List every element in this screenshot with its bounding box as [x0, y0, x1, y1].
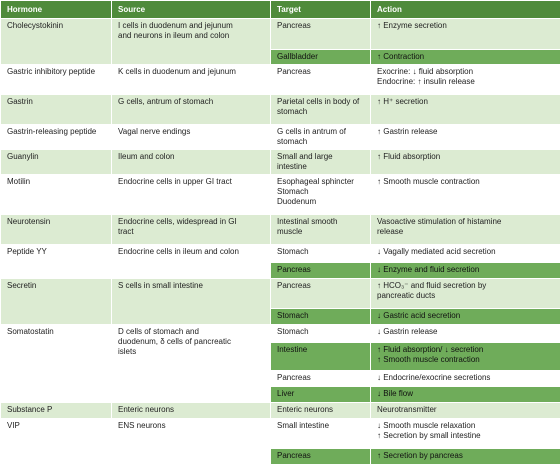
- action-cell: Exocrine: ↓ fluid absorption Endocrine: ↑ insulin release: [371, 65, 560, 95]
- target-cell: G cells in antrum of stomach: [271, 125, 371, 150]
- target-cell: Intestine: [271, 343, 371, 371]
- target-cell: Gallbladder: [271, 50, 371, 65]
- table-row: [1, 19, 560, 50]
- target-cell: Enteric neurons: [271, 403, 371, 419]
- source-cell: G cells, antrum of stomach: [112, 95, 271, 125]
- action-cell: Vasoactive stimulation of histamine release: [371, 215, 560, 245]
- action-cell: Neurotransmitter: [371, 403, 560, 419]
- table-row: [1, 150, 560, 175]
- source-cell: S cells in small intestine: [112, 279, 271, 325]
- hormone-cell: Substance P: [1, 403, 112, 419]
- target-cell: Esophageal sphincter Stomach Duodenum: [271, 175, 371, 215]
- table-row: [1, 215, 560, 245]
- table-row: [1, 419, 560, 449]
- action-cell: ↓ Vagally mediated acid secretion: [371, 245, 560, 263]
- source-cell: ENS neurons: [112, 419, 271, 465]
- hormone-cell: Somatostatin: [1, 325, 112, 403]
- action-cell: ↑ Enzyme secretion: [371, 19, 560, 50]
- target-cell: Pancreas: [271, 65, 371, 95]
- hormone-cell: Motilin: [1, 175, 112, 215]
- hormone-cell: Gastrin: [1, 95, 112, 125]
- header-source: Source: [112, 1, 271, 19]
- hormone-cell: VIP: [1, 419, 112, 465]
- source-cell: K cells in duodenum and jejunum: [112, 65, 271, 95]
- target-cell: Liver: [271, 387, 371, 403]
- target-cell: Stomach: [271, 245, 371, 263]
- table-row: [1, 95, 560, 125]
- source-cell: Enteric neurons: [112, 403, 271, 419]
- hormone-cell: Neurotensin: [1, 215, 112, 245]
- target-cell: Stomach: [271, 309, 371, 325]
- action-cell: ↑ Fluid absorption: [371, 150, 560, 175]
- hormone-cell: Cholecystokinin: [1, 19, 112, 65]
- target-cell: Small intestine: [271, 419, 371, 449]
- target-cell: Pancreas: [271, 263, 371, 279]
- header-hormone: Hormone: [1, 1, 112, 19]
- hormone-cell: Gastric inhibitory peptide: [1, 65, 112, 95]
- table-row: [1, 175, 560, 215]
- action-cell: ↑ Smooth muscle contraction: [371, 175, 560, 215]
- target-cell: Pancreas: [271, 19, 371, 50]
- action-cell: ↑ HCO₃⁻ and fluid secretion by pancreatic ducts: [371, 279, 560, 309]
- source-cell: Endocrine cells in upper GI tract: [112, 175, 271, 215]
- source-cell: Vagal nerve endings: [112, 125, 271, 150]
- action-cell: ↓ Gastric acid secretion: [371, 309, 560, 325]
- table-row: [1, 125, 560, 150]
- table-row: [1, 325, 560, 343]
- action-cell: ↑ H⁺ secretion: [371, 95, 560, 125]
- action-cell: ↑ Contraction: [371, 50, 560, 65]
- action-cell: ↑ Fluid absorption/ ↓ secretion ↑ Smooth muscle contraction: [371, 343, 560, 371]
- source-cell: Endocrine cells in ileum and colon: [112, 245, 271, 279]
- source-cell: Endocrine cells, widespread in GI tract: [112, 215, 271, 245]
- table-row: [1, 403, 560, 419]
- hormone-cell: Peptide YY: [1, 245, 112, 279]
- target-cell: Pancreas: [271, 449, 371, 465]
- header-row: [1, 1, 560, 19]
- action-cell: ↓ Bile flow: [371, 387, 560, 403]
- source-cell: D cells of stomach and duodenum, δ cells of pancreatic islets: [112, 325, 271, 403]
- target-cell: Parietal cells in body of stomach: [271, 95, 371, 125]
- action-cell: ↑ Secretion by pancreas: [371, 449, 560, 465]
- header-action: Action: [371, 1, 560, 19]
- target-cell: Small and large intestine: [271, 150, 371, 175]
- table-row: [1, 245, 560, 263]
- hormone-cell: Gastrin-releasing peptide: [1, 125, 112, 150]
- target-cell: Stomach: [271, 325, 371, 343]
- action-cell: ↓ Gastrin release: [371, 325, 560, 343]
- target-cell: Intestinal smooth muscle: [271, 215, 371, 245]
- hormone-cell: Guanylin: [1, 150, 112, 175]
- target-cell: Pancreas: [271, 279, 371, 309]
- hormone-cell: Secretin: [1, 279, 112, 325]
- table-row: [1, 279, 560, 309]
- action-cell: ↓ Smooth muscle relaxation ↑ Secretion by small intestine: [371, 419, 560, 449]
- header-target: Target: [271, 1, 371, 19]
- target-cell: Pancreas: [271, 371, 371, 387]
- action-cell: ↓ Endocrine/exocrine secretions: [371, 371, 560, 387]
- action-cell: ↓ Enzyme and fluid secretion: [371, 263, 560, 279]
- table-row: [1, 65, 560, 95]
- source-cell: Ileum and colon: [112, 150, 271, 175]
- action-cell: ↑ Gastrin release: [371, 125, 560, 150]
- source-cell: I cells in duodenum and jejunum and neurons in ileum and colon: [112, 19, 271, 65]
